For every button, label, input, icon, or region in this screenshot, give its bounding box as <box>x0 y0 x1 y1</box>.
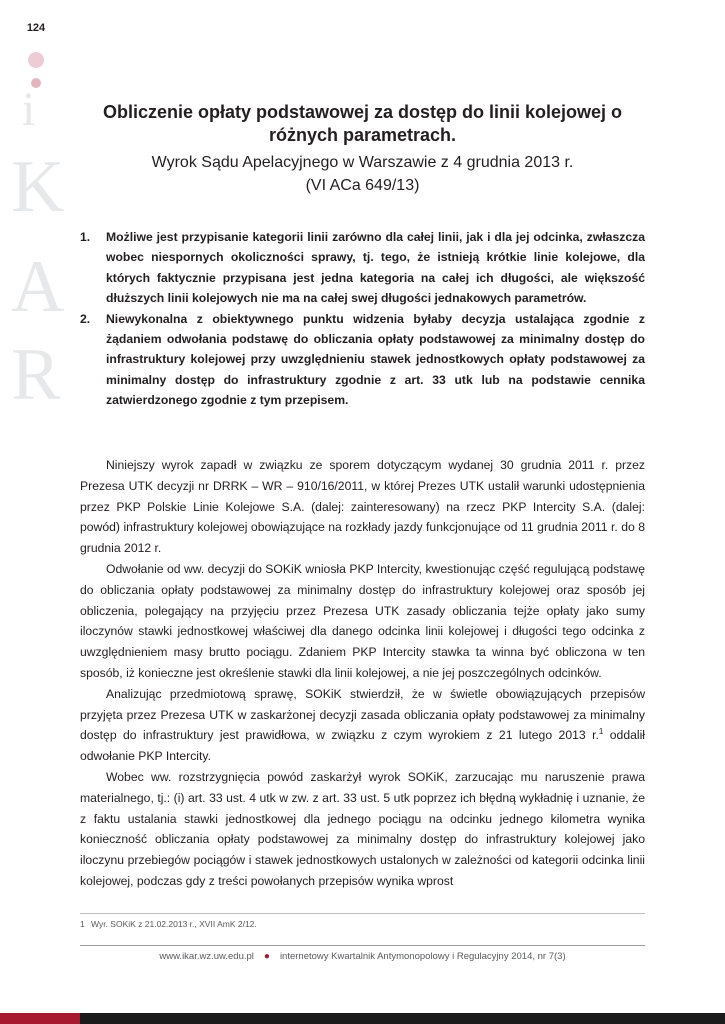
footer-journal: internetowy Kwartalnik Antymonopolowy i Regulacyjny 2014, nr 7(3) <box>279 951 566 962</box>
footnote <box>80 919 645 930</box>
logo-letter-r: R <box>11 334 61 416</box>
subtitle-court: Wyrok Sądu Apelacyjnego w Warszawie z 4 grudnia 2013 r. <box>151 154 574 171</box>
theses-list <box>80 227 645 411</box>
paragraph-text: Analizując przedmiotową sprawę, SOKiK stwierdził, że w świetle obowiązujących przepisów przyjęta przez Prezesa UTK w zaskarżonej decyzji zasada obliczania opłaty podstawowej za minimalny dostęp do infrastruktury jest prawidłowa, w związku z czym wyrokiem z 21 lutego 2013 r. <box>80 686 645 743</box>
article-body <box>80 455 645 892</box>
thesis-item <box>80 309 645 411</box>
footnote-number: 1 <box>80 919 85 929</box>
logo-letter-a: A <box>11 246 65 328</box>
footer-divider <box>80 945 645 946</box>
thesis-text: Możliwe jest przypisanie kategorii linii zarówno dla całej linii, jak i dla jej odcinka, zwłaszcza wobec niespornych okoliczności sprawy, tj. tego, że istnieją krótkie linie kolejowe, dla których faktycznie przypisana jest jedna kategoria na całej ich długości, ale większość dłuższych linii kolejowych nie ma na całej swej długości jednakowych parametrów. <box>106 230 645 306</box>
body-paragraph <box>80 684 645 767</box>
thesis-number: 2. <box>80 311 91 326</box>
footnote-divider <box>80 913 645 914</box>
paragraph-text-tail: oddalił odwołanie PKP Intercity. <box>80 728 645 764</box>
footnote-reference[interactable]: 1 <box>598 727 604 737</box>
page-number: 124 <box>26 22 46 34</box>
body-paragraph: Wobec ww. rozstrzygnięcia powód zaskarżył wyrok SOKiK, zarzucając mu naruszenie prawa materialnego, tj.: (i) art. 33 ust. 4 utk w zw. z art. 33 ust. 5 utk poprzez ich błędną wykładnię i uznanie, że z faktu ustalania stawki jednostkowej dla jednego pociągu na odcinku jednego kilometra wynika konieczność obliczania opłaty podstawowej za minimalny dostęp do infrastruktury kolejowej jako iloczynu przebiegów pociągów i stawek jednostkowych ustalonych w zależności od kategorii odcinka linii kolejowej, podczas gdy z treści powołanych przepisów wynika wprost <box>80 769 645 888</box>
footer-url[interactable]: www.ikar.wz.uw.edu.pl <box>159 951 254 962</box>
body-paragraph: Niniejszy wyrok zapadł w związku ze sporem dotyczącym wydanej 30 grudnia 2011 r. przez Prezesa UTK decyzji nr DRRK – WR – 910/16/2011, w której Prezes UTK ustalił warunki udostępnienia przez PKP Polskie Linie Kolejowe S.A. (dalej: zainteresowany) na rzecz PKP Intercity S.A. (dalej: powód) infrastruktury kolejowej obowiązujące na rozkłady jazdy funkcjonujące od 11 grudnia 2011 r. do 8 grudnia 2012 r. <box>80 458 645 556</box>
subtitle-case-number: (VI ACa 649/13) <box>305 177 420 194</box>
bottom-dark-bar <box>80 1013 725 1024</box>
body-paragraph: Odwołanie od ww. decyzji do SOKiK wniosła PKP Intercity, kwestionując część regulującą podstawę do obliczania opłaty podstawowej za minimalny dostęp do infrastruktury kolejowej oraz sposób jej obliczenia, polegający na przyjęciu przez Prezesa UTK zasady obliczania tejże opłaty jako sumy iloczynów stawki jednostkowej właściwej dla danego odcinka linii kolejowej i długości tego odcinka z uwzględnieniem masy brutto pociągu. Zdaniem PKP Intercity stawka ta winna być obliczona w ten sposób, iż konieczne jest określenie stawki dla linii kolejowej, a nie jej poszczególnych odcinków. <box>80 561 645 680</box>
article-subtitle <box>80 151 645 197</box>
thesis-item <box>80 227 645 309</box>
page-footer <box>80 951 645 962</box>
logo-letter-k: K <box>11 146 65 228</box>
bullet-icon: ● <box>263 951 270 962</box>
logo-letter-i: i <box>22 83 36 136</box>
footnote-text: Wyr. SOKiK z 21.02.2013 r., XVII AmK 2/12. <box>91 919 257 929</box>
logo-dot-large <box>28 52 44 68</box>
thesis-text: Niewykonalna z obiektywnego punktu widzenia byłaby decyzja ustalająca zgodnie z żądaniem odwołania podstawę do obliczania opłaty podstawowej za minimalny dostęp do infrastruktury kolejowej przy uwzględnieniu stawek jednostkowych opłaty podstawowej za minimalny dostęp do infrastruktury zgodnie z art. 33 utk lub na podstawie cennika zatwierdzonego zgodnie z tym przepisem. <box>106 311 645 408</box>
bottom-accent-bar <box>0 1013 80 1024</box>
article-title: Obliczenie opłaty podstawowej za dostęp do linii kolejowej o różnych parametrach. <box>102 102 623 145</box>
thesis-number: 1. <box>80 230 91 244</box>
